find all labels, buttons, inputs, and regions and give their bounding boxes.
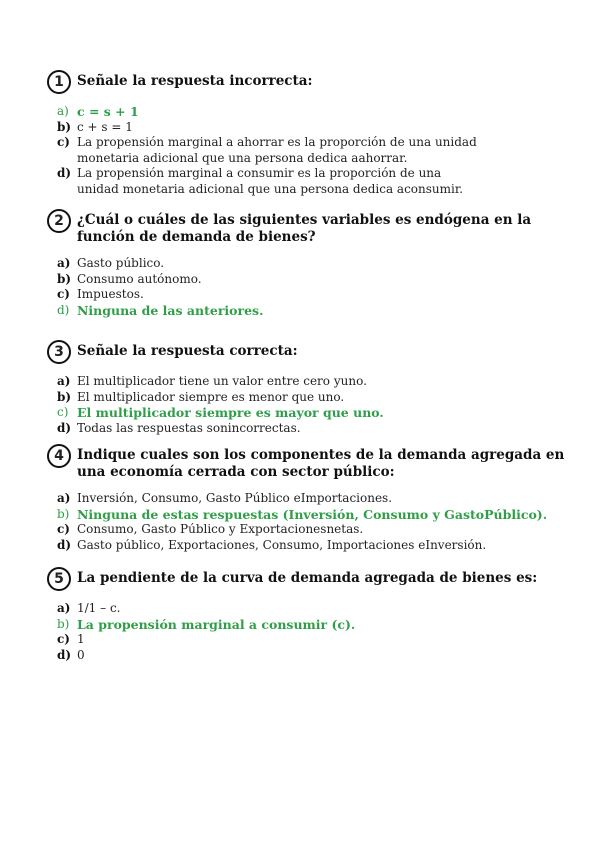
option-letter: b) <box>57 119 72 134</box>
question-1 <box>47 73 577 197</box>
options-list <box>47 256 577 318</box>
option-text: 1/1 – c. <box>77 601 121 615</box>
question-text: ¿Cuál o cuáles de las siguientes variables es endógena en la función de demanda de bienes? <box>77 212 532 245</box>
option-letter: b) <box>57 389 72 404</box>
option-a <box>57 256 577 272</box>
option-text: Ninguna de las anteriores. <box>77 302 264 318</box>
option-text: Inversión, Consumo, Gasto Público eImportaciones. <box>77 491 393 505</box>
question-number-badge: 2 <box>47 209 71 233</box>
question-number-badge: 5 <box>47 567 71 591</box>
option-b <box>57 617 577 633</box>
option-letter: b) <box>57 616 70 631</box>
option-d <box>57 538 577 554</box>
option-c <box>57 522 577 538</box>
option-d <box>57 166 577 197</box>
option-letter: b) <box>57 271 72 286</box>
option-a <box>57 104 577 120</box>
option-letter: a) <box>57 256 71 270</box>
option-text: Gasto público, Exportaciones, Consumo, Importaciones eInversión. <box>77 537 487 552</box>
option-letter: c) <box>57 287 70 301</box>
option-letter: b) <box>57 506 70 521</box>
option-a <box>57 374 577 390</box>
option-text: La propensión marginal a ahorrar es la proporción de una unidad monetaria adicional que una persona dedica aahorrar. <box>77 135 477 165</box>
option-c <box>57 135 577 166</box>
question-3 <box>47 343 577 436</box>
option-text: Todas las respuestas sonincorrectas. <box>77 420 301 435</box>
option-letter: c) <box>57 522 70 536</box>
option-letter: c) <box>57 632 70 646</box>
option-letter: d) <box>57 537 72 552</box>
question-text: Señale la respuesta incorrecta: <box>77 73 313 89</box>
option-a <box>57 491 577 507</box>
option-b <box>57 120 577 136</box>
option-text: Ninguna de estas respuestas (Inversión, Consumo y GastoPúblico). <box>77 506 548 522</box>
option-c <box>57 405 577 421</box>
option-b <box>57 507 577 523</box>
question-number-badge: 1 <box>47 70 71 94</box>
option-letter: d) <box>57 420 72 435</box>
option-text: El multiplicador siempre es mayor que uno. <box>77 405 384 420</box>
option-letter: d) <box>57 166 72 180</box>
options-list <box>47 491 577 553</box>
option-letter: c) <box>57 135 70 149</box>
option-a <box>57 601 577 617</box>
question-number-badge: 3 <box>47 340 71 364</box>
question-2 <box>47 212 577 318</box>
option-text: Consumo autónomo. <box>77 271 202 286</box>
option-text: Consumo, Gasto Público y Exportacionesnetas. <box>77 522 364 536</box>
option-d <box>57 303 577 319</box>
option-text: El multiplicador siempre es menor que uno. <box>77 389 345 404</box>
question-4 <box>47 447 577 553</box>
option-text: Impuestos. <box>77 287 144 301</box>
option-d <box>57 648 577 664</box>
option-text: El multiplicador tiene un valor entre cero yuno. <box>77 374 367 388</box>
option-c <box>57 287 577 303</box>
question-number-badge: 4 <box>47 444 71 468</box>
option-letter: a) <box>57 374 71 388</box>
option-text: 0 <box>77 647 85 662</box>
option-text: La propensión marginal a consumir es la proporción de una unidad monetaria adicional que una persona dedica aconsumir. <box>77 166 464 196</box>
option-letter: d) <box>57 302 70 317</box>
question-text: Señale la respuesta correcta: <box>77 343 298 359</box>
option-text: c + s = 1 <box>77 119 133 134</box>
option-text: c = s + 1 <box>77 104 139 119</box>
option-text: Gasto público. <box>77 256 165 270</box>
question-text: La pendiente de la curva de demanda agregada de bienes es: <box>77 570 538 586</box>
option-text: La propensión marginal a consumir (c). <box>77 616 356 632</box>
question-text: Indique cuales son los componentes de la demanda agregada en una economía cerrada con sector público: <box>77 447 565 480</box>
option-letter: c) <box>57 405 69 419</box>
option-b <box>57 390 577 406</box>
options-list <box>47 104 577 197</box>
question-5 <box>47 570 577 663</box>
option-text: 1 <box>77 632 85 646</box>
option-letter: a) <box>57 491 71 505</box>
option-d <box>57 421 577 437</box>
option-b <box>57 272 577 288</box>
option-letter: a) <box>57 104 69 118</box>
option-letter: d) <box>57 647 72 662</box>
options-list <box>47 601 577 663</box>
options-list <box>47 374 577 436</box>
option-letter: a) <box>57 601 71 615</box>
option-c <box>57 632 577 648</box>
